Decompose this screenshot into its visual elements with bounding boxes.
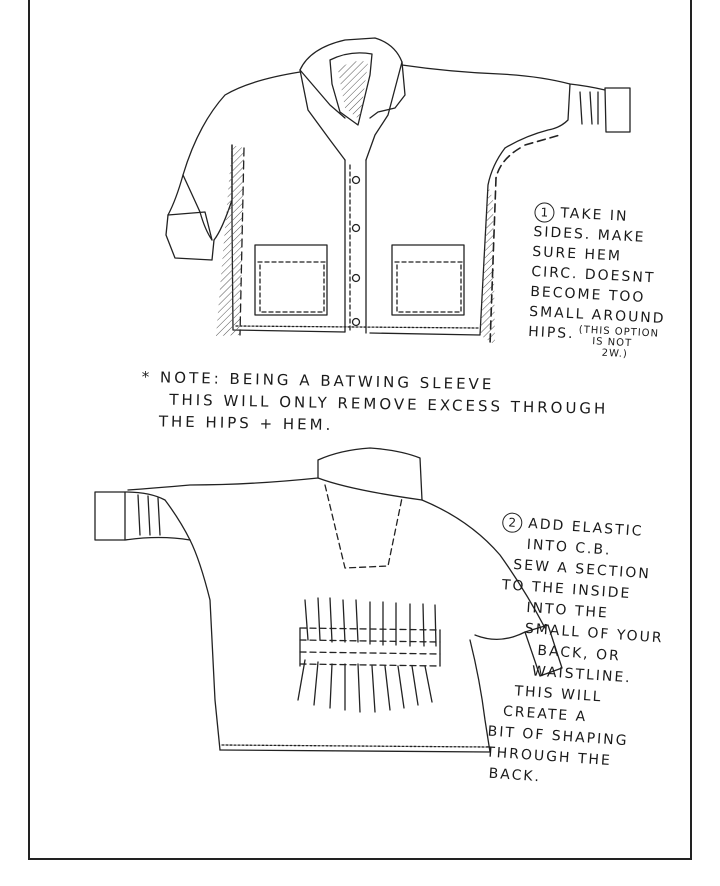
front-note-line: TAKE IN	[560, 205, 629, 225]
right-shoulder-sleeve	[402, 65, 605, 90]
back-body-left	[190, 540, 220, 750]
front-note-aside	[577, 324, 659, 361]
step-number-2: 2	[502, 512, 523, 533]
back-note-line: BACK, OR	[536, 642, 622, 665]
button	[353, 225, 360, 232]
front-body-left	[232, 145, 345, 332]
back-hem	[220, 750, 490, 752]
back-note-line: SEW A SECTION	[512, 556, 652, 583]
back-note-line: WAISTLINE.	[531, 663, 633, 687]
back-note-line: ADD ELASTIC	[527, 515, 645, 540]
step-number-1: 1	[534, 202, 555, 223]
back-note-line: CREATE A	[502, 703, 588, 726]
front-note-line: SIDES. MAKE	[533, 223, 646, 246]
elastic-gathers	[305, 598, 436, 646]
front-note-line: HIPS.	[527, 323, 575, 343]
right-pocket	[392, 245, 464, 315]
back-note-line: INTO THE	[525, 599, 610, 622]
back-left-shoulder	[128, 478, 318, 490]
front-note-line: BECOME TOO	[529, 283, 646, 306]
left-side-take-in	[216, 145, 244, 336]
button	[353, 319, 360, 326]
left-cuff-band	[168, 212, 212, 240]
back-note-line: BACK.	[488, 765, 542, 786]
front-note-aside-line: 2W.)	[601, 347, 629, 361]
back-note-line: INTO C.B.	[526, 536, 613, 559]
front-hem-stitch	[236, 326, 478, 328]
front-note-line: SURE HEM	[531, 243, 623, 265]
button	[353, 275, 360, 282]
back-yoke-dashed	[325, 485, 402, 568]
general-note-line: THE HIPS + HEM.	[158, 412, 334, 435]
general-note	[141, 366, 609, 442]
right-side-take-in	[480, 185, 495, 345]
collar-back-shade	[338, 61, 368, 120]
back-note	[484, 512, 672, 796]
back-note-line: SMALL OF YOUR	[524, 620, 665, 647]
back-note-line: THIS WILL	[513, 683, 603, 706]
general-note-line: THIS WILL ONLY REMOVE EXCESS THROUGH	[169, 390, 609, 418]
right-cuff	[605, 88, 630, 132]
back-note-line: TO THE INSIDE	[501, 577, 632, 603]
back-note-line: BIT OF SHAPING	[487, 723, 630, 750]
front-note	[527, 202, 671, 362]
back-collar	[318, 448, 422, 500]
front-note-aside-line: (THIS OPTION	[578, 324, 660, 340]
front-placket	[345, 160, 366, 333]
general-note-line: * NOTE: BEING A BATWING SLEEVE	[141, 367, 495, 394]
button	[353, 177, 360, 184]
front-note-line: SMALL AROUND	[528, 303, 666, 327]
left-lapel	[300, 70, 345, 160]
left-pocket	[255, 245, 327, 315]
front-note-line: CIRC. DOESNT	[530, 263, 656, 287]
back-note-line: THROUGH THE	[485, 744, 613, 770]
back-left-cuff	[95, 492, 125, 540]
front-note-aside-line: IS NOT	[591, 336, 633, 350]
